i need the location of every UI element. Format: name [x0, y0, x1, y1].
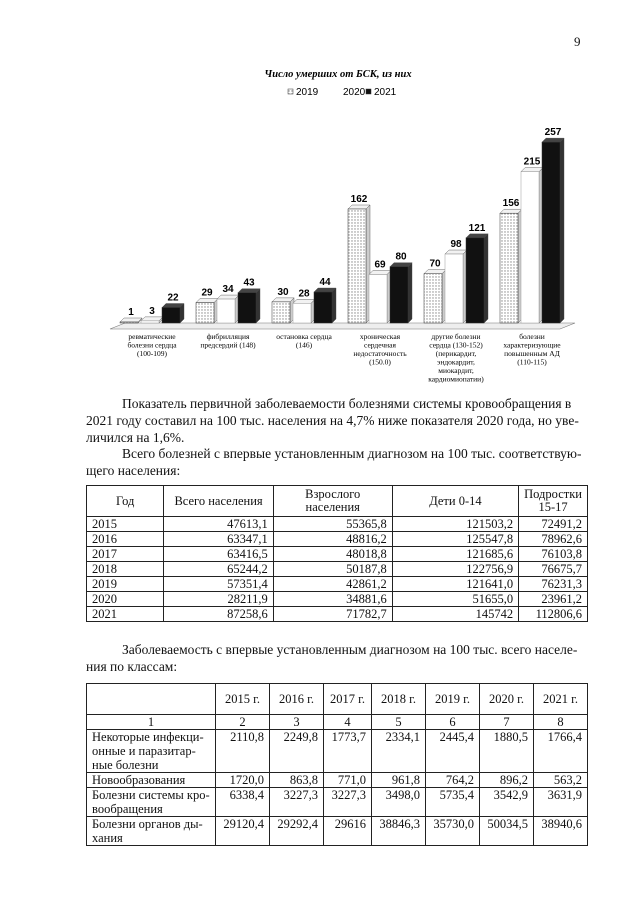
bar-top [272, 298, 294, 302]
value-cell: 5735,4 [426, 788, 480, 817]
value-cell: 2445,4 [426, 730, 480, 773]
category-label [127, 332, 177, 358]
column-index-cell: 3 [269, 715, 323, 730]
paragraph-line: Заболеваемость с впервые установленным диагнозом на 100 тыс. всего населе- [122, 642, 578, 657]
value-cell: 896,2 [480, 773, 534, 788]
value-cell: 2334,1 [372, 730, 426, 773]
paragraph-table1-intro [86, 445, 586, 479]
value-cell: 50034,5 [480, 817, 534, 846]
data-label: 29 [201, 287, 213, 299]
table-row [87, 577, 588, 592]
bar [424, 274, 442, 323]
category-label-line: (перикардит, [435, 349, 477, 358]
column-header: 2016 г. [269, 684, 323, 715]
bar [141, 321, 159, 323]
bar-top [424, 270, 446, 274]
column-index-cell: 4 [323, 715, 371, 730]
data-label: 22 [167, 292, 179, 304]
category-label [503, 332, 561, 367]
value-cell: 3498,0 [372, 788, 426, 817]
legend-swatch [288, 89, 293, 94]
value-cell: 87258,6 [164, 607, 273, 622]
year-cell: 2016 [87, 532, 164, 547]
value-cell: 71782,7 [273, 607, 392, 622]
value-cell: 72491,2 [519, 517, 588, 532]
value-cell: 771,0 [323, 773, 371, 788]
value-cell: 121641,0 [392, 577, 518, 592]
paragraph-line: личился на 1,6%. [86, 430, 185, 445]
table-row [87, 592, 588, 607]
table-row [87, 730, 588, 773]
column-index-cell: 8 [533, 715, 587, 730]
legend-label: 2020 [343, 87, 366, 98]
bar [120, 322, 138, 323]
year-cell: 2015 [87, 517, 164, 532]
paragraph-line: 2021 году составил на 100 тыс. населения на 4,7% ниже показателя 2020 года, но уве- [86, 413, 579, 428]
value-cell: 961,8 [372, 773, 426, 788]
column-header: Подростки 15-17 [519, 486, 588, 517]
value-cell: 48018,8 [273, 547, 392, 562]
paragraph-table2-intro [86, 641, 586, 675]
chart-floor [110, 323, 575, 329]
value-cell: 112806,6 [519, 607, 588, 622]
data-label: 121 [468, 222, 486, 234]
category-label-line: повышенным АД [504, 349, 560, 358]
category-label-line: другие болезни [431, 332, 481, 341]
bar [521, 172, 539, 323]
value-cell: 121503,2 [392, 517, 518, 532]
value-cell: 55365,8 [273, 517, 392, 532]
category-label-line: кардиомиопатии) [428, 374, 484, 384]
value-cell: 3227,3 [323, 788, 371, 817]
category-label [200, 332, 256, 350]
chart-title: Число умерших от БСК, из них [264, 69, 412, 80]
value-cell: 76231,3 [519, 577, 588, 592]
data-label: 44 [319, 277, 331, 289]
value-cell: 3227,3 [269, 788, 323, 817]
category-label-line: (100-109) [137, 349, 167, 358]
bar-side [484, 234, 488, 323]
value-cell: 1880,5 [480, 730, 534, 773]
column-header: 2017 г. [323, 684, 371, 715]
table-row [87, 773, 588, 788]
legend-label: 2021 [374, 87, 397, 98]
value-cell: 38940,6 [533, 817, 587, 846]
bar [293, 303, 311, 323]
value-cell: 125547,8 [392, 532, 518, 547]
column-header: Всего населения [164, 486, 273, 517]
value-cell: 121685,6 [392, 547, 518, 562]
year-cell: 2021 [87, 607, 164, 622]
category-label-line: ревматические [128, 332, 176, 341]
data-label: 215 [523, 156, 541, 168]
data-label: 70 [429, 258, 441, 270]
data-label: 162 [350, 194, 368, 205]
page-number: 9 [574, 34, 581, 49]
table-header-row [87, 486, 588, 517]
column-index-cell: 1 [87, 715, 216, 730]
value-cell: 3542,9 [480, 788, 534, 817]
value-cell: 50187,8 [273, 562, 392, 577]
year-cell: 2017 [87, 547, 164, 562]
data-label: 156 [502, 198, 520, 210]
value-cell: 3631,9 [533, 788, 587, 817]
bar-top [217, 295, 239, 299]
data-label: 43 [243, 277, 255, 289]
column-header: 2021 г. [533, 684, 587, 715]
bar [162, 308, 180, 323]
bar-side [332, 288, 336, 323]
value-cell: 76103,8 [519, 547, 588, 562]
column-index-cell: 6 [426, 715, 480, 730]
column-header: Дети 0-14 [392, 486, 518, 517]
bar-side [408, 263, 412, 323]
category-label-line: миокардит, [438, 366, 474, 375]
bar [348, 209, 366, 323]
category-label [276, 332, 332, 350]
bar-top [238, 289, 260, 293]
value-cell: 6338,4 [216, 788, 270, 817]
data-label: 34 [222, 284, 234, 296]
category-label-line: эндокардит, [437, 357, 475, 367]
category-label-line: недостаточность [353, 349, 407, 358]
bar [542, 142, 560, 323]
category-label [428, 332, 484, 384]
year-cell: 2020 [87, 592, 164, 607]
data-label: 98 [450, 239, 462, 251]
value-cell: 863,8 [269, 773, 323, 788]
category-label-line: фибрилляция [206, 332, 250, 341]
value-cell: 76675,7 [519, 562, 588, 577]
value-cell: 29120,4 [216, 817, 270, 846]
value-cell: 65244,2 [164, 562, 273, 577]
value-cell: 29616 [323, 817, 371, 846]
paragraph-line: Всего болезней с впервые установленным диагнозом на 100 тыс. соответствую- [122, 446, 582, 461]
paragraph-line: Показатель первичной заболеваемости болезнями системы кровообращения в [122, 396, 572, 411]
bar [238, 293, 256, 323]
disease-class-cell: Некоторые инфекци-онные и паразитар-ные болезни [87, 730, 216, 773]
category-label-line: остановка сердца [276, 332, 332, 341]
value-cell: 122756,9 [392, 562, 518, 577]
value-cell: 764,2 [426, 773, 480, 788]
table-row [87, 562, 588, 577]
bar-side [560, 138, 564, 323]
column-header: 2019 г. [426, 684, 480, 715]
value-cell: 1773,7 [323, 730, 371, 773]
disease-class-cell: Болезни органов ды-хания [87, 817, 216, 846]
column-header: Взрослого населения [273, 486, 392, 517]
table-row [87, 517, 588, 532]
category-label-line: сердечная [364, 340, 396, 350]
table-row [87, 817, 588, 846]
bar [217, 299, 235, 323]
value-cell: 29292,4 [269, 817, 323, 846]
value-cell: 35730,0 [426, 817, 480, 846]
data-label: 3 [149, 305, 155, 317]
value-cell: 47613,1 [164, 517, 273, 532]
bar-top [314, 288, 336, 292]
category-label-line: сердца (130-152) [429, 340, 483, 350]
value-cell: 28211,9 [164, 592, 273, 607]
value-cell: 34881,6 [273, 592, 392, 607]
column-header [87, 684, 216, 715]
bar [390, 267, 408, 323]
category-label-line: (146) [295, 340, 313, 350]
bar [196, 303, 214, 323]
data-label: 69 [374, 259, 386, 271]
category-label-line: хроническая [359, 332, 401, 341]
value-cell: 2110,8 [216, 730, 270, 773]
value-cell: 1720,0 [216, 773, 270, 788]
bar [314, 292, 332, 323]
bar-top [348, 205, 370, 209]
data-label: 30 [277, 286, 289, 298]
value-cell: 42861,2 [273, 577, 392, 592]
category-label-line: характеризующие [503, 340, 561, 350]
legend-swatch [335, 89, 340, 94]
table-row [87, 607, 588, 622]
bar-top [369, 270, 391, 274]
table-row [87, 532, 588, 547]
value-cell: 23961,2 [519, 592, 588, 607]
bar-top [542, 138, 564, 142]
value-cell: 38846,3 [372, 817, 426, 846]
legend-label: 2019 [296, 87, 319, 98]
disease-class-cell: Новообразования [87, 773, 216, 788]
paragraph-line: щего населения: [86, 463, 181, 478]
bar-top [445, 250, 467, 254]
table-header-row [87, 684, 588, 715]
value-cell: 51655,0 [392, 592, 518, 607]
bar [369, 274, 387, 323]
value-cell: 145742 [392, 607, 518, 622]
bar-top [466, 234, 488, 238]
bar [272, 302, 290, 323]
bar-side [256, 289, 260, 323]
column-index-row [87, 715, 588, 730]
bar-top [162, 304, 184, 308]
morbidity-by-class-table [86, 683, 588, 846]
column-header: 2020 г. [480, 684, 534, 715]
bar-top [196, 299, 218, 303]
value-cell: 57351,4 [164, 577, 273, 592]
data-label: 257 [544, 127, 562, 139]
disease-class-cell: Болезни системы кро-вообращения [87, 788, 216, 817]
data-label: 28 [298, 288, 310, 300]
value-cell: 563,2 [533, 773, 587, 788]
column-index-cell: 5 [372, 715, 426, 730]
bar [500, 213, 518, 323]
category-label-line: болезни сердца [127, 340, 177, 350]
category-label [353, 332, 407, 367]
column-header: 2015 г. [216, 684, 270, 715]
year-cell: 2018 [87, 562, 164, 577]
category-label-line: предсердий (148) [200, 340, 256, 350]
data-label: 1 [128, 307, 134, 318]
paragraph-morbidity-summary [86, 395, 586, 446]
bar-top [390, 263, 412, 267]
bar-top [120, 318, 142, 322]
year-cell: 2019 [87, 577, 164, 592]
column-header: 2018 г. [372, 684, 426, 715]
table-row [87, 547, 588, 562]
data-label: 80 [395, 251, 407, 263]
bar-top [521, 168, 543, 172]
paragraph-line: ния по классам: [86, 659, 178, 674]
table-row [87, 788, 588, 817]
category-label-line: (150.0) [369, 357, 391, 367]
bar [445, 254, 463, 323]
column-index-cell: 7 [480, 715, 534, 730]
value-cell: 1766,4 [533, 730, 587, 773]
population-morbidity-table [86, 485, 588, 622]
bar [466, 238, 484, 323]
column-index-cell: 2 [216, 715, 270, 730]
category-label-line: болезни [519, 332, 545, 341]
legend-swatch [366, 89, 371, 94]
value-cell: 63347,1 [164, 532, 273, 547]
bar-top [293, 299, 315, 303]
bar-top [500, 209, 522, 213]
category-label-line: (110-115) [517, 357, 547, 367]
deaths-bar-chart [0, 0, 640, 385]
bar-top [141, 317, 163, 321]
value-cell: 48816,2 [273, 532, 392, 547]
value-cell: 78962,6 [519, 532, 588, 547]
value-cell: 63416,5 [164, 547, 273, 562]
column-header: Год [87, 486, 164, 517]
value-cell: 2249,8 [269, 730, 323, 773]
